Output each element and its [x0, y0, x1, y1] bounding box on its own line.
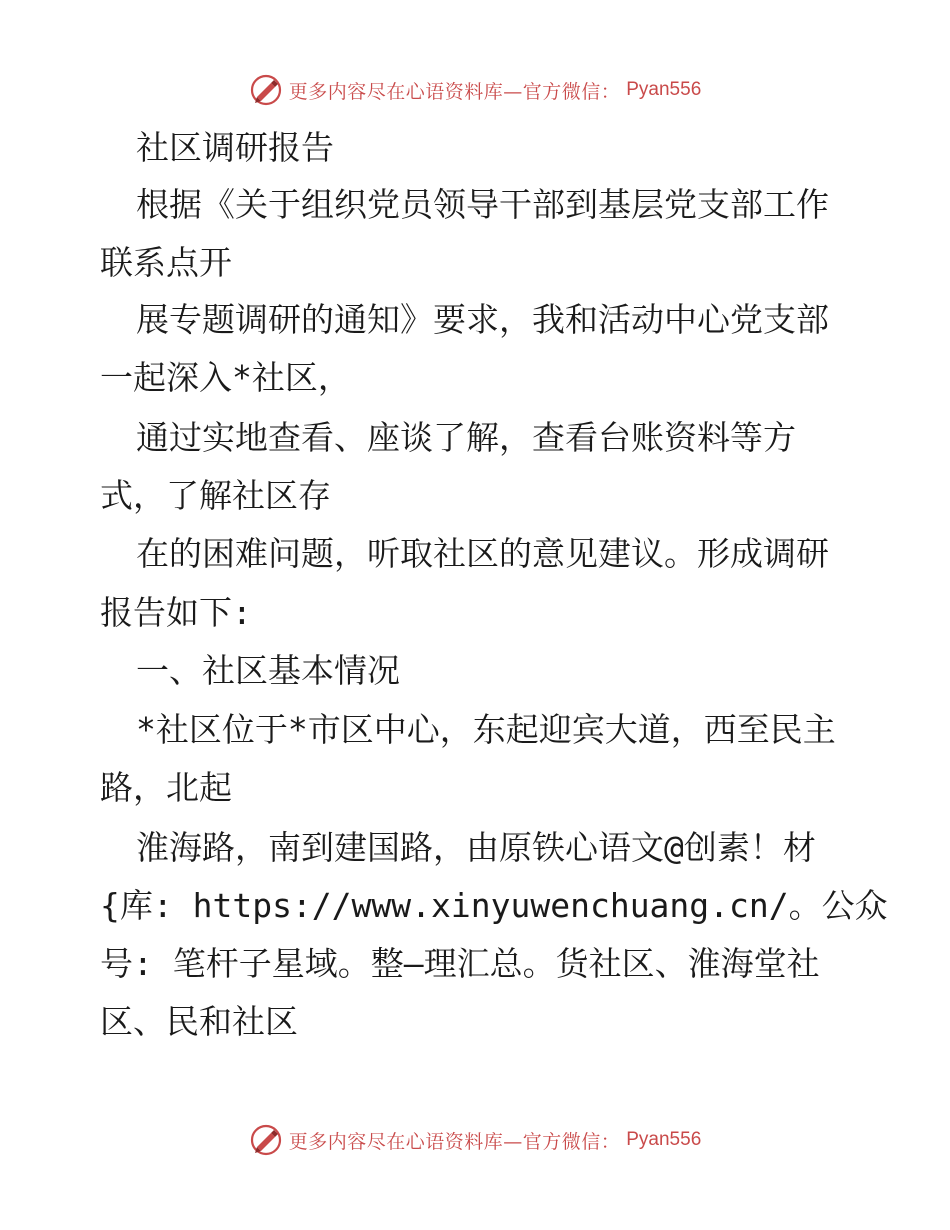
paragraph-line: 根据《关于组织党员领导干部到基层党支部工作 [136, 185, 829, 224]
pen-logo-icon [249, 73, 283, 107]
pen-logo-icon [249, 1123, 283, 1157]
paragraph-line: 区、民和社区 [100, 1002, 298, 1041]
watermark-text: 更多内容尽在心语资料库—官方微信： [288, 1130, 621, 1153]
watermark-wechat-id: Pyan556 [626, 1129, 702, 1150]
paragraph-line: 号: 笔杆子星域。整—理汇总。货社区、淮海堂社 [100, 944, 820, 983]
paragraph-line: {库: https://www.xinyuwenchuang.cn/。公众 [100, 886, 888, 925]
paragraph-line: 在的困难问题，听取社区的意见建议。形成调研 [136, 534, 829, 573]
footer-watermark [0, 1120, 950, 1160]
header-watermark [0, 70, 950, 110]
paragraph-line: 展专题调研的通知》要求，我和活动中心党支部 [136, 300, 829, 339]
paragraph-line: 通过实地查看、座谈了解，查看台账资料等方 [136, 418, 796, 457]
watermark-text: 更多内容尽在心语资料库—官方微信： [288, 80, 621, 103]
watermark-wechat-id: Pyan556 [626, 79, 702, 100]
paragraph-line: 报告如下: [100, 593, 252, 632]
paragraph-line: 一起深入*社区， [100, 358, 351, 397]
watermark-inner [249, 73, 702, 107]
paragraph-line: *社区位于*市区中心，东起迎宾大道，西至民主 [136, 710, 836, 749]
document-title: 社区调研报告 [136, 128, 334, 167]
paragraph-line: 联系点开 [100, 243, 232, 282]
paragraph-line: 淮海路，南到建国路，由原铁心语文@创素！材 [136, 828, 816, 867]
paragraph-line: 式，了解社区存 [100, 476, 331, 515]
paragraph-line: 路，北起 [100, 768, 232, 807]
watermark-inner [249, 1123, 702, 1157]
section-heading: 一、社区基本情况 [136, 651, 400, 690]
